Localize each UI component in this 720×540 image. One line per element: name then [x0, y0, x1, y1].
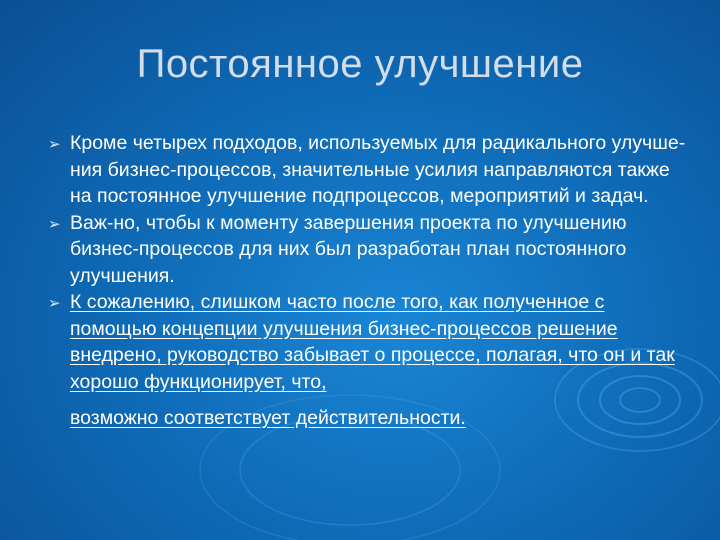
- bullet-item: [48, 289, 688, 432]
- arrowhead-bullet-icon: ➢: [48, 136, 61, 153]
- bullet-text: Важ-но, чтобы к моменту завершения проекта по улучшению бизнес-процессов для них был разработан план постоянного улучшения.: [70, 211, 627, 287]
- bullet-list: [48, 130, 688, 432]
- bullet-item: [48, 130, 688, 210]
- bullet-link-text[interactable]: К сожалению, слишком часто после того, как полученное с помощью концепции улучшения бизнес-процессов решение внедрено, руководство забывает о процессе, полагая, что он и так хорошо функционирует, что,: [70, 291, 675, 393]
- bullet-link-text-tail[interactable]: возможно соответствует действительности.: [70, 407, 466, 429]
- bullet-item: [48, 210, 688, 290]
- slide-title: Постоянное улучшение: [136, 42, 584, 86]
- bullet-text: Кроме четырех подходов, используемых для радикального улучше-ния бизнес-процессов, значительные усилия направляются также на постоянное улучшение подпроцессов, мероприятий и задач.: [70, 132, 686, 207]
- arrowhead-bullet-icon: ➢: [48, 215, 61, 233]
- arrowhead-bullet-icon: ➢: [48, 295, 61, 312]
